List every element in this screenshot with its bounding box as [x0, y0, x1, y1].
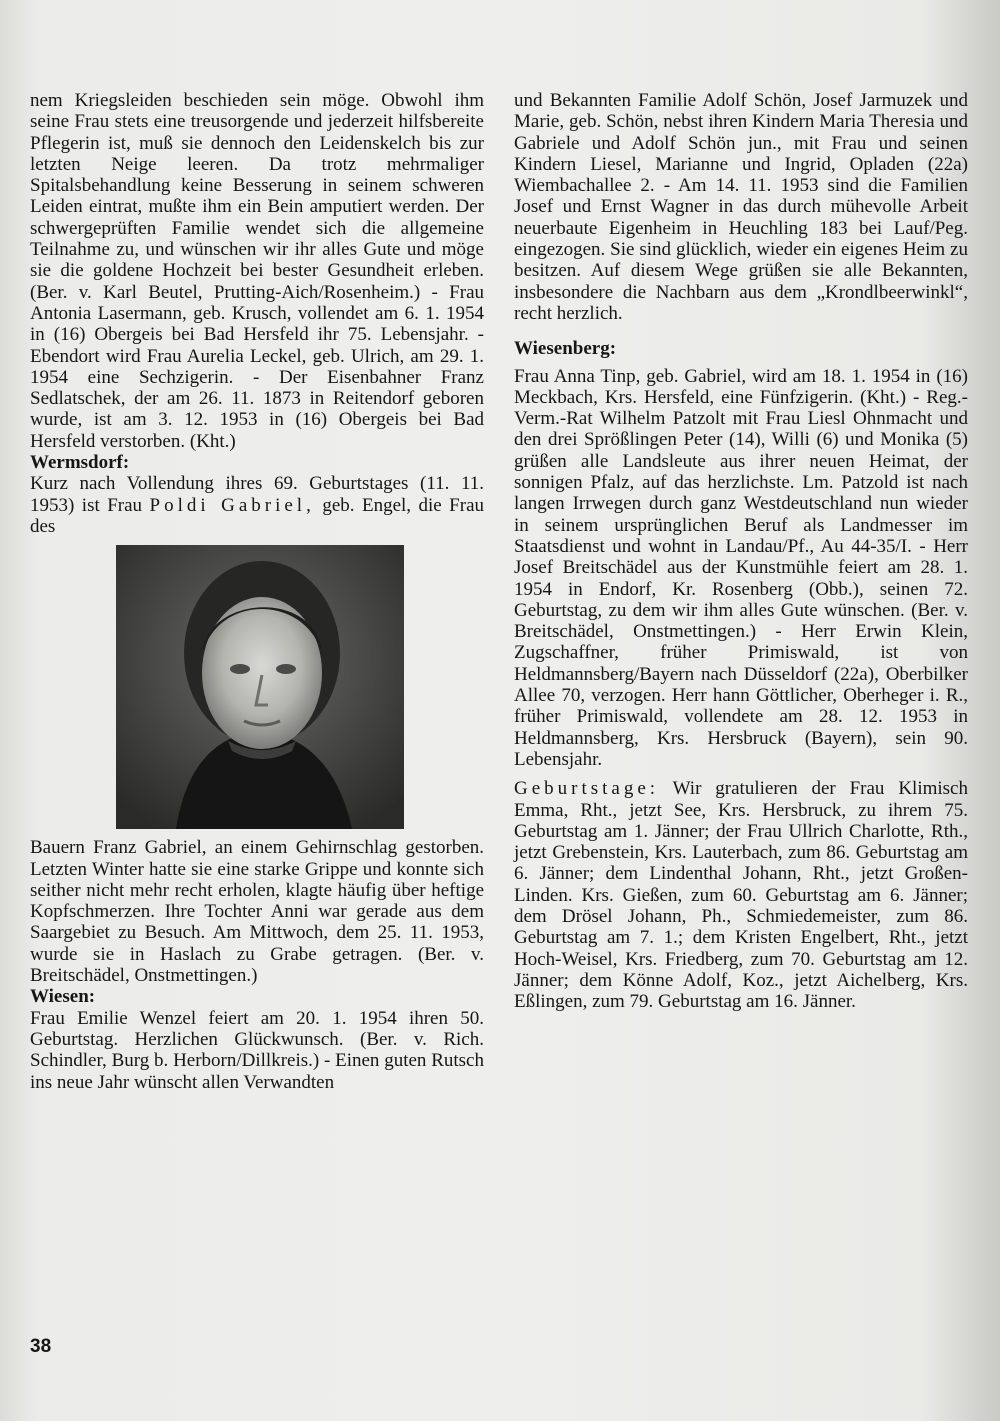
- geburtstage-text: Wir gratulieren der Frau Klimisch Emma, Rht., jetzt See, Krs. Hersbruck, zu ihrem 75. Geburtstag am 1. Jänner; der Frau Ullrich Charlotte, Rth., jetzt Grebenstein, Krs. Lauterbach, zum 86. Geburtstag am 6. Jänner; dem Lindenthal Johann, Rht., jetzt Großen-Linden. Krs. Gießen, zum 60. Geburtstag am 6. Jänner; dem Drösel Johann, Ph., Schmiedemeister, zum 86. Geburtstag am 7. 1.; dem Kristen Engelbert, Rht., jetzt Hoch-Weisel, Krs. Friedberg, zum 70. Geburtstag am 12. Jänner; dem Könne Adolf, Koz., jetzt Aichelberg, Krs. Eßlingen, zum 79. Geburtstag am 16. Jänner.: [514, 778, 968, 1013]
- spaced-name: Poldi Gabriel,: [149, 494, 315, 516]
- page-number: 38: [30, 1336, 52, 1357]
- p2-after: geb. Engel, die Frau des: [30, 494, 485, 537]
- heading-wiesenberg: Wiesenberg:: [514, 338, 617, 360]
- right-paragraph-3: [514, 778, 968, 1012]
- left-paragraph-2: [30, 473, 484, 537]
- left-column: [30, 90, 484, 1093]
- geburtstage-lead: Geburtstage:: [514, 778, 660, 800]
- heading-wermsdorf: Wermsdorf:: [30, 452, 130, 474]
- right-column: [514, 90, 968, 1012]
- right-paragraph-1: und Bekannten Familie Adolf Schön, Josef Jarmuzek und Marie, geb. Schön, nebst ihren Kindern Maria Theresia und Gabriele und Adolf Schön jun., mit Frau und seinen Kindern Liesel, Marianne und Ingrid, Opladen (22a) Wiembachallee 2. - Am 14. 11. 1953 sind die Familien Josef und Ernst Wagner in das durch mühevolle Arbeit neuerbaute Eigenheim in Heuchling 183 bei Lauf/Peg. eingezogen. Sie sind glücklich, wieder ein eigenes Heim zu besitzen. Auf diesem Wege grüßen sie alle Bekannten, insbesondere die Nachbarn aus dem „Krondlbeerwinkl“, recht herzlich.: [514, 90, 968, 324]
- portrait-photo: [116, 545, 404, 829]
- left-paragraph-4: Frau Emilie Wenzel feiert am 20. 1. 1954 ihren 50. Geburtstag. Herzlichen Glückwunsch. (Ber. v. Rich. Schindler, Burg b. Herborn/Dillkreis.) - Einen guten Rutsch ins neue Jahr wünscht allen Verwandten: [30, 1007, 484, 1093]
- heading-wiesen: Wiesen:: [30, 986, 96, 1008]
- left-paragraph-1: nem Kriegsleiden beschieden sein möge. Obwohl ihm seine Frau stets eine treusorgende und jederzeit hilfsbereite Pflegerin ist, muß sie dennoch den Leidenskelch bis zur letzten Neige leeren. Da trotz mehrmaliger Spitalsbehandlung keine Besserung in seinem schweren Leiden eintrat, mußte ihm ein Bein amputiert werden. Der schwergeprüften Familie wendet sich die allgemeine Teilnahme zu, und wünschen wir ihr alles Gute und möge sie die goldene Hochzeit bei bester Gesundheit erleben. (Ber. v. Karl Beutel, Prutting-Aich/Rosenheim.) - Frau Antonia Lasermann, geb. Krusch, vollendet am 6. 1. 1954 in (16) Obergeis bei Bad Hersfeld ihr 75. Lebensjahr. - Ebendort wird Frau Aurelia Leckel, geb. Ulrich, am 29. 1. 1954 eine Sechzigerin. - Der Eisenbahner Franz Sedlatschek, der am 26. 11. 1873 in Reitendorf geboren wurde, ist am 3. 12. 1953 in (16) Obergeis bei Bad Hersfeld verstorben. (Kht.): [30, 90, 484, 452]
- right-paragraph-2: Frau Anna Tinp, geb. Gabriel, wird am 18. 1. 1954 in (16) Meckbach, Krs. Hersfeld, eine Fünfzigerin. (Kht.) - Reg.-Verm.-Rat Wilhelm Patzolt mit Frau Liesl Ohnmacht und den drei Sprößlingen Peter (14), Willi (6) und Monika (5) grüßen alle Landsleute aus ihrer neuen Heimat, der sonnigen Pfalz, auf das herzlichste. Lm. Patzold ist nach langen Irrwegen durch ganz Westdeutschland nun wieder in seinem ursprünglichen Beruf als Landmesser im Staatsdienst und wohnt in Landau/Pf., Au 44-35/I. - Herr Josef Breitschädel aus der Kunstmühle feiert am 28. 1. 1954 in Endorf, Kr. Rosenberg (Obb.), seinen 72. Geburtstag, zu dem wir ihm alles Gute wünschen. (Ber. v. Breitschädel, Onstmettingen.) - Herr Erwin Klein, Zugschaffner, früher Primiswald, ist von Heldmannsberg/Bayern nach Düsseldorf (22a), Oberbilker Allee 70, verzogen. Herr hann Göttlicher, Oberheger i. R., früher Primiswald, vollendete am 28. 12. 1953 in Heldmannsberg, Krs. Hersbruck (Bayern), sein 90. Lebensjahr.: [514, 365, 968, 770]
- left-paragraph-3: Bauern Franz Gabriel, an einem Gehirnschlag gestorben. Letzten Winter hatte sie eine starke Grippe und konnte sich seither nicht mehr recht erholen, klagte häufig über heftige Kopfschmerzen. Ihre Tochter Anni war gerade aus dem Saargebiet zu Besuch. Am Mittwoch, dem 25. 11. 1953, wurde sie in Haslach zu Grabe getragen. (Ber. v. Breitschädel, Onstmettingen.): [30, 837, 484, 987]
- p2-before: Kurz nach Vollendung ihres 69. Geburtstages (11. 11. 1953) ist Frau: [30, 473, 484, 516]
- portrait-image: [116, 545, 404, 829]
